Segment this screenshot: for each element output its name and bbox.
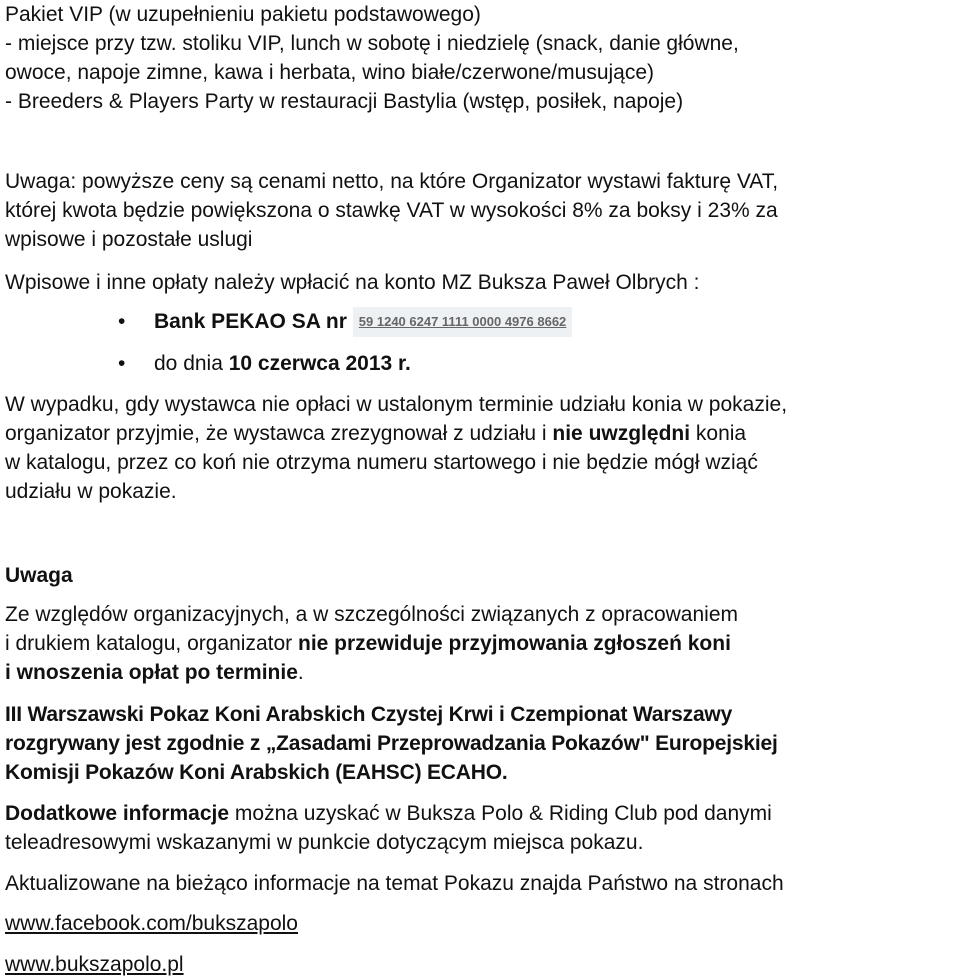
warning-heading [5,561,960,590]
payment-intro: Wpisowe i inne opłaty należy wpłacić na konto MZ Buksza Paweł Olbrych : [5,271,700,294]
rules-section [5,700,960,787]
updates-text: Aktualizowane na bieżąco informacje na temat Pokazu znajda Państwo na stronach [5,872,784,895]
rules-line-1: III Warszawski Pokaz Koni Arabskich Czystej Krwi i Czempionat Warszawy [5,703,733,726]
price-note-line-3: wpisowe i pozostałe uslugi [5,228,253,251]
info-line-1-text: można uzyskać w Buksza Polo & Riding Club pod danymi [229,802,772,825]
facebook-link[interactable]: www.facebook.com/bukszapolo [5,912,298,935]
bank-label: Bank PEKAO SA nr [154,310,347,333]
penalty-line-4: udziału w pokazie. [5,480,177,503]
price-note-line-2: której kwota będzie powiększona o stawkę VAT w wysokości 8% za boksy i 23% za [5,199,778,222]
warning-period: . [297,661,304,684]
warning-emphasis: nie przewiduje przyjmowania zgłoszeń koni [298,632,731,655]
vip-package-section [5,0,960,116]
info-line-1 [5,799,960,828]
website-link-row [5,950,960,979]
vip-line-1: - miejsce przy tzw. stoliku VIP, lunch w sobotę i niedzielę (snack, danie główne, [5,32,739,55]
penalty-line-2-text: organizator przyjmie, że wystawca zrezygnował z udziału i [5,422,553,445]
vip-line-2: owoce, napoje zimne, kawa i herbata, wino białe/czerwone/musujące) [5,61,655,84]
bullet-icon: • [118,310,126,333]
bullet-icon: • [118,352,126,375]
penalty-line-2-end: konia [690,422,747,445]
penalty-emphasis: nie uwzględni [552,422,691,445]
rules-line-2: rozgrywany jest zgodnie z „Zasadami Przeprowadzania Pokazów" Europejskiej [5,732,778,755]
warning-line-2-text: i drukiem katalogu, organizator [5,632,298,655]
website-link[interactable]: www.bukszapolo.pl [5,953,184,976]
vip-line-3: - Breeders & Players Party w restauracji Bastylia (wstęp, posiłek, napoje) [5,90,684,113]
penalty-section [5,390,960,506]
penalty-line-1: W wypadku, gdy wystawca nie opłaci w ustalonym terminie udziału konia w pokazie, [5,393,788,416]
penalty-line-3: w katalogu, przez co koń nie otrzyma numeru startowego i nie będzie mógł wziąć [5,451,758,474]
info-emphasis: Dodatkowe informacje [5,802,230,825]
bank-bullet [118,307,572,337]
info-line-2: teleadresowymi wskazanymi w punkcie dotyczącym miejsca pokazu. [5,831,644,854]
warning-line-1: Ze względów organizacyjnych, a w szczególności związanych z opracowaniem [5,603,739,626]
warning-section [5,600,960,687]
deadline-prefix: do dnia [154,352,229,375]
warning-line-3 [5,658,960,687]
warning-heading-text: Uwaga [5,564,73,587]
deadline-bullet [118,349,411,378]
bank-account-number[interactable]: 59 1240 6247 1111 0000 4976 8662 [353,307,573,337]
vip-title: Pakiet VIP (w uzupełnieniu pakietu podstawowego) [5,3,481,26]
deadline-date: 10 czerwca 2013 r. [228,352,411,375]
warning-line-2 [5,629,960,658]
warning-emphasis-2: i wnoszenia opłat po terminie [5,661,298,684]
price-note-line-1: Uwaga: powyższe ceny są cenami netto, na które Organizator wystawi fakturę VAT, [5,170,779,193]
info-section [5,799,960,857]
price-note-section [5,167,960,254]
penalty-line-2 [5,419,960,448]
rules-line-3: Komisji Pokazów Koni Arabskich (EAHSC) ECAHO. [5,761,508,784]
facebook-link-row [5,909,960,938]
